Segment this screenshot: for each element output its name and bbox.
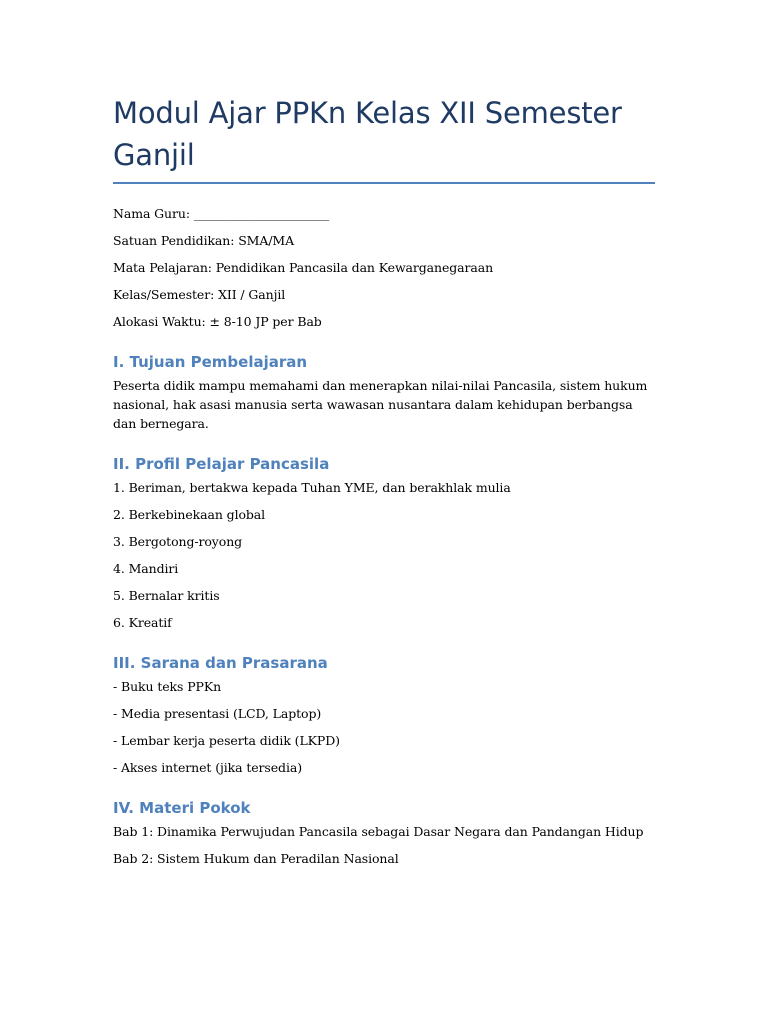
list-item: - Media presentasi (LCD, Laptop)	[113, 706, 322, 721]
list-item: - Lembar kerja peserta didik (LKPD)	[113, 733, 340, 748]
list-item: - Buku teks PPKn	[113, 679, 222, 694]
page-title: Modul Ajar PPKn Kelas XII Semester Ganjil	[113, 96, 622, 172]
section-student-profile	[113, 454, 658, 632]
list-item: Bab 2: Sistem Hukum dan Peradilan Nasional	[113, 851, 399, 866]
section-facilities	[113, 653, 658, 777]
list-item: 1. Beriman, bertakwa kepada Tuhan YME, dan berakhlak mulia	[113, 480, 511, 495]
section-learning-objectives	[113, 352, 658, 433]
list-item: Bab 1: Dinamika Perwujudan Pancasila sebagai Dasar Negara dan Pandangan Hidup	[113, 824, 644, 839]
section-heading: II. Profil Pelajar Pancasila	[113, 455, 330, 473]
list-item: - Akses internet (jika tersedia)	[113, 760, 302, 775]
list-item: 6. Kreatif	[113, 615, 172, 630]
list-item: 2. Berkebinekaan global	[113, 507, 266, 522]
list-item: 5. Bernalar kritis	[113, 588, 220, 603]
time-allocation-line: Alokasi Waktu: ± 8-10 JP per Bab	[113, 314, 322, 329]
info-block	[113, 204, 658, 331]
teacher-name-line: Nama Guru: ______________________	[113, 206, 330, 221]
section-main-material	[113, 798, 658, 868]
school-level-line: Satuan Pendidikan: SMA/MA	[113, 233, 295, 248]
section-heading: IV. Materi Pokok	[113, 799, 251, 817]
list-item: 3. Bergotong-royong	[113, 534, 243, 549]
section-heading: I. Tujuan Pembelajaran	[113, 353, 308, 371]
section-paragraph: Peserta didik mampu memahami dan menerapkan nilai-nilai Pancasila, sistem hukum nasional, hak asasi manusia serta wawasan nusantara dalam kehidupan berbangsa dan bernegara.	[113, 378, 648, 431]
title-underline	[113, 182, 655, 184]
document-page	[113, 92, 658, 876]
class-semester-line: Kelas/Semester: XII / Ganjil	[113, 287, 286, 302]
section-heading: III. Sarana dan Prasarana	[113, 654, 328, 672]
subject-line: Mata Pelajaran: Pendidikan Pancasila dan Kewarganegaraan	[113, 260, 494, 275]
list-item: 4. Mandiri	[113, 561, 179, 576]
